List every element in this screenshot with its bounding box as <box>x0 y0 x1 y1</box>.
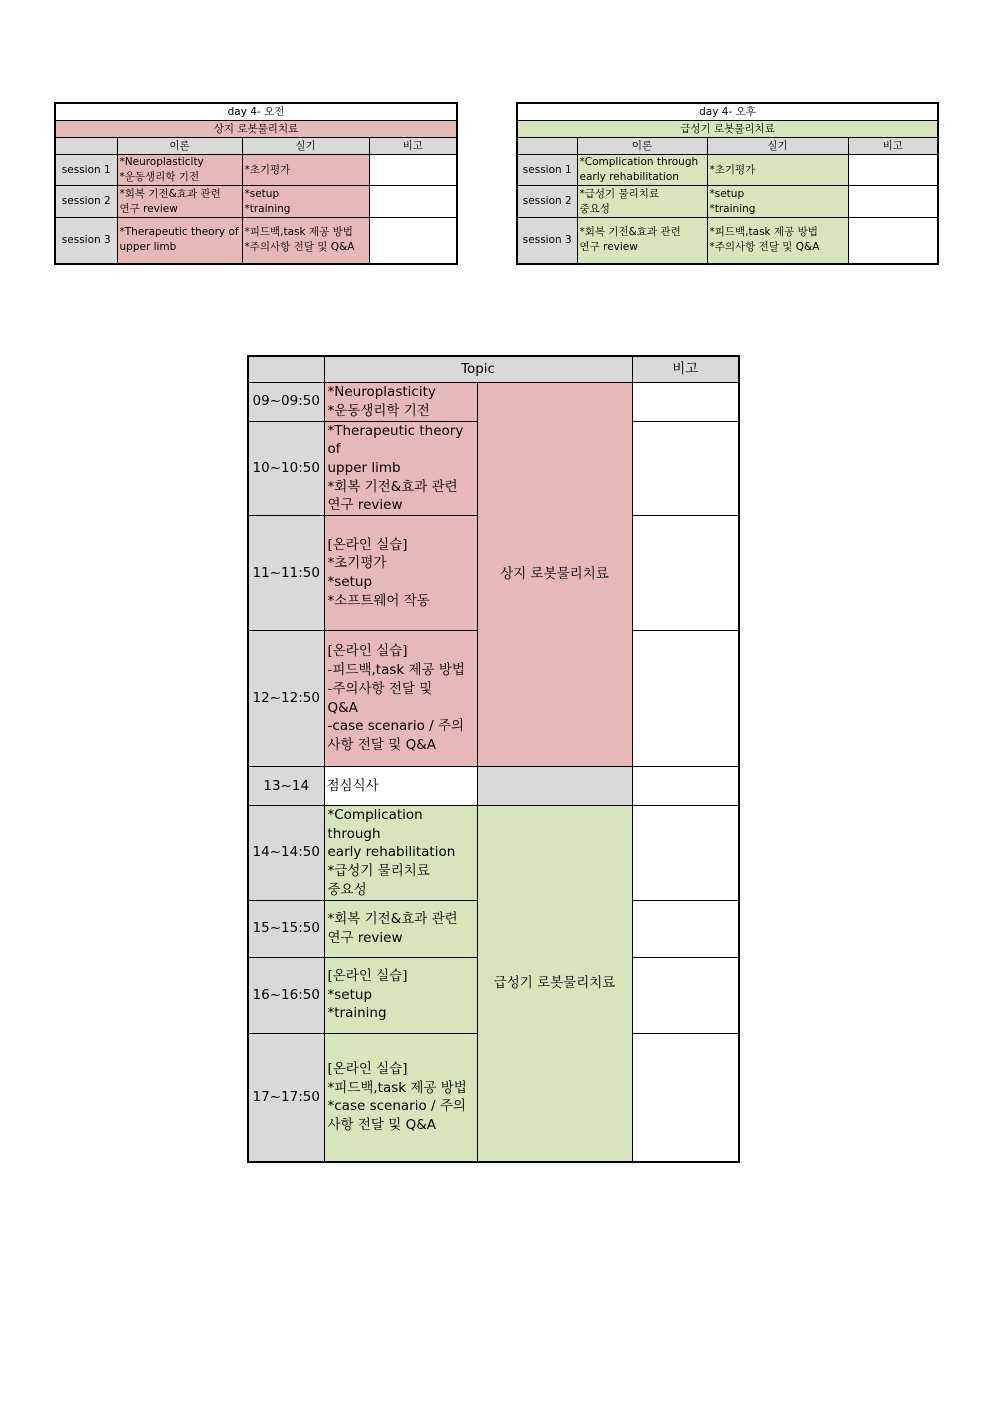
schedule-note-cell <box>632 516 739 631</box>
lunch-cell: 점심식사 <box>324 767 477 806</box>
morning-note-cell <box>369 218 457 264</box>
afternoon-session-label: session 3 <box>517 218 577 264</box>
schedule-content: [온라인 실습] *초기평가 *setup *소프트웨어 작동 <box>324 516 477 631</box>
morning-header-blank <box>55 138 117 155</box>
afternoon-topic-label: 급성기 로봇물리치료 <box>477 806 632 1163</box>
schedule-header-blank <box>248 356 324 382</box>
schedule-note-cell <box>632 806 739 901</box>
schedule-content: *회복 기전&효과 관련 연구 review <box>324 900 477 957</box>
schedule-content: *Complication through early rehabilitation *급성기 물리치료 중요성 <box>324 806 477 901</box>
morning-theory-cell: *회복 기전&효과 관련 연구 review <box>117 186 242 218</box>
morning-title: day 4- 오전 <box>55 103 457 121</box>
afternoon-session-table <box>516 102 939 265</box>
time-slot: 14~14:50 <box>248 806 324 901</box>
time-slot: 10~10:50 <box>248 421 324 516</box>
schedule-content: [온라인 실습] *setup *training <box>324 957 477 1033</box>
afternoon-note-cell <box>848 218 938 264</box>
morning-header-note: 비고 <box>369 138 457 155</box>
time-slot: 13~14 <box>248 767 324 806</box>
schedule-content: *Neuroplasticity *운동생리학 기전 <box>324 382 477 421</box>
schedule-note-cell <box>632 1033 739 1162</box>
morning-session-label: session 1 <box>55 155 117 186</box>
morning-theory-cell: *Neuroplasticity *운동생리학 기전 <box>117 155 242 186</box>
afternoon-practice-cell: *setup *training <box>707 186 848 218</box>
schedule-note-cell <box>632 767 739 806</box>
lunch-topic-blank <box>477 767 632 806</box>
afternoon-header-theory: 이론 <box>577 138 707 155</box>
afternoon-header-practice: 실기 <box>707 138 848 155</box>
afternoon-theory-cell: *Complication through early rehabilitation <box>577 155 707 186</box>
schedule-header-note: 비고 <box>632 356 739 382</box>
schedule-note-cell <box>632 900 739 957</box>
afternoon-practice-cell: *초기평가 <box>707 155 848 186</box>
afternoon-title: day 4- 오후 <box>517 103 938 121</box>
time-slot: 09~09:50 <box>248 382 324 421</box>
afternoon-header-blank <box>517 138 577 155</box>
time-slot: 12~12:50 <box>248 631 324 767</box>
schedule-note-cell <box>632 631 739 767</box>
morning-note-cell <box>369 155 457 186</box>
morning-header-practice: 실기 <box>242 138 369 155</box>
afternoon-note-cell <box>848 186 938 218</box>
morning-topic-label: 상지 로봇물리치료 <box>477 382 632 767</box>
schedule-content: [온라인 실습] *피드백,task 제공 방법 *case scenario / 주의 사항 전달 및 Q&A <box>324 1033 477 1162</box>
afternoon-subtitle: 급성기 로봇물리치료 <box>517 121 938 138</box>
morning-session-label: session 3 <box>55 218 117 264</box>
daily-schedule-table <box>247 355 740 1163</box>
schedule-content: *Therapeutic theory of upper limb *회복 기전&효과 관련 연구 review <box>324 421 477 516</box>
time-slot: 11~11:50 <box>248 516 324 631</box>
time-slot: 17~17:50 <box>248 1033 324 1162</box>
afternoon-header-note: 비고 <box>848 138 938 155</box>
schedule-note-cell <box>632 382 739 421</box>
morning-practice-cell: *setup *training <box>242 186 369 218</box>
morning-practice-cell: *피드백,task 제공 방법 *주의사항 전달 및 Q&A <box>242 218 369 264</box>
morning-subtitle: 상지 로봇물리치료 <box>55 121 457 138</box>
morning-header-theory: 이론 <box>117 138 242 155</box>
morning-session-table <box>54 102 458 265</box>
afternoon-theory-cell: *회복 기전&효과 관련 연구 review <box>577 218 707 264</box>
schedule-content: [온라인 실습] -피드백,task 제공 방법 -주의사항 전달 및 Q&A -case scenario / 주의 사항 전달 및 Q&A <box>324 631 477 767</box>
afternoon-session-label: session 2 <box>517 186 577 218</box>
morning-practice-cell: *초기평가 <box>242 155 369 186</box>
time-slot: 15~15:50 <box>248 900 324 957</box>
afternoon-session-label: session 1 <box>517 155 577 186</box>
schedule-note-cell <box>632 957 739 1033</box>
afternoon-note-cell <box>848 155 938 186</box>
time-slot: 16~16:50 <box>248 957 324 1033</box>
morning-session-label: session 2 <box>55 186 117 218</box>
schedule-note-cell <box>632 421 739 516</box>
afternoon-practice-cell: *피드백,task 제공 방법 *주의사항 전달 및 Q&A <box>707 218 848 264</box>
morning-note-cell <box>369 186 457 218</box>
schedule-header-topic: Topic <box>324 356 632 382</box>
morning-theory-cell: *Therapeutic theory of upper limb <box>117 218 242 264</box>
afternoon-theory-cell: *급성기 물리치료 중요성 <box>577 186 707 218</box>
